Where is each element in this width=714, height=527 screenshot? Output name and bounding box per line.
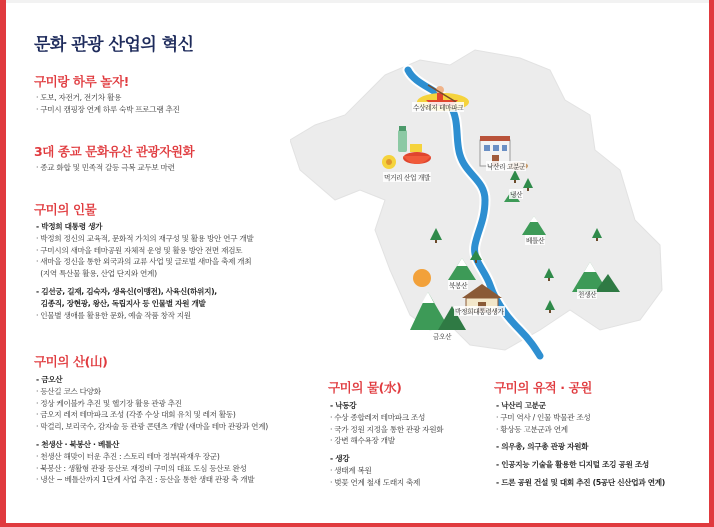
section-list-ruins (496, 400, 665, 489)
list-head: - 낙산리 고분군 (496, 401, 546, 410)
list-item: · 북봉산 : 생활형 관광 등산로 재정비 구미의 대표 도심 등산로 완성 (36, 463, 247, 473)
section-list-water (330, 400, 443, 489)
section-title-people: 구미의 인물 (34, 202, 97, 217)
list-item: · 벚꽃 연계 철새 도래지 축제 (330, 477, 421, 487)
list-head: - 드론 공원 건설 및 대회 추진 (5공단 신산업과 연계) (496, 477, 665, 487)
list-item: · 박정희 정신의 교육적, 문화적 가치의 재구성 및 활용 방안 연구 개발 (36, 233, 254, 243)
map-label-geumosan: 금오산 (433, 333, 452, 341)
list-head: - 김선궁, 길재, 김숙자, 생육신(이맹전), 사육신(하위지), (36, 286, 217, 296)
list-item: · 금오지 레저 테마파크 조성 (각종 수상 대회 유치 및 레저 활동) (36, 410, 236, 420)
section-list-mountain (36, 374, 268, 486)
list-item: · 구미 역사 / 인물 박물관 조성 (496, 412, 591, 422)
list-item: · 냉산 ~ 베틀산까지 1단계 사업 추진 : 등산을 통한 생태 관광 축 개발 (36, 475, 255, 485)
section-list-people (36, 221, 253, 321)
map-label-naengsan: 냉산 (510, 191, 523, 199)
list-item: · 구미시의 새마을 테마공원 자체적 운영 및 활용 방안 전면 재검토 (36, 245, 243, 255)
map-label-tomb: 낙산리 고분군 (487, 163, 526, 171)
section-title-play: 구미랑 하루 놀자! (34, 74, 129, 89)
list-head: - 인공지능 기술을 활용한 디지털 조깅 공원 조성 (496, 460, 649, 470)
list-item: · 인물별 생애를 활용한 문화, 예술 작품 창작 지원 (36, 310, 191, 320)
list-head: - 의우총, 의구총 관광 자원화 (496, 442, 589, 452)
section-title-mountain: 구미의 산(山) (34, 354, 108, 369)
section-title-ruins: 구미의 유적 · 공원 (494, 380, 592, 395)
list-item: · 종교 화합 및 민족적 갈등 극복 교두보 마련 (36, 163, 175, 172)
list-head: - 생강 (330, 454, 350, 464)
gumi-map (290, 30, 680, 360)
section-list-play (36, 92, 180, 116)
list-head: - 박정희 대통령 생가 (36, 222, 103, 231)
list-item: · 국가 정원 지정을 통한 관광 자원화 (330, 424, 444, 434)
map-label-food: 먹거리 산업 개발 (384, 174, 431, 182)
list-item: · 강변 해수욕장 개발 (330, 436, 395, 446)
map-label-betlesan: 베틀산 (526, 237, 545, 245)
list-item: · 등산길 코스 다양화 (36, 386, 101, 396)
list-head: - 금오산 (36, 375, 63, 384)
list-item: · 도보, 자전거, 전기차 활용 (36, 93, 122, 102)
page-title: 문화 관광 산업의 혁신 (34, 35, 194, 55)
section-list-heritage (36, 162, 175, 174)
left-accent-bar (0, 0, 6, 527)
section-title-heritage: 3대 종교 문화유산 관광자원화 (34, 144, 195, 159)
map-label-birthplace: 박정희대통령생가 (455, 308, 504, 316)
right-accent-bar (709, 0, 714, 527)
list-item: · 정상 케이블카 추진 및 헬기장 활용 관광 추진 (36, 398, 182, 408)
list-head: 김종직, 장현광, 왕산, 독립지사 등 인물별 자원 개발 (36, 298, 206, 308)
list-head: - 천생산 · 북봉산 · 베틀산 (36, 439, 120, 449)
list-item: · 황상동 고분군과 연계 (496, 424, 568, 434)
list-item: · 새마을 정신을 통한 외국과의 교류 사업 및 글로벌 새마을 축제 개최 (36, 257, 252, 267)
top-border (0, 0, 714, 3)
list-item: · 막걸리, 보리국수, 감자술 등 관광 콘텐츠 개발 (새마을 테마 관광과 연계) (36, 422, 268, 432)
map-label-cheonsaengsan: 천생산 (578, 291, 597, 299)
section-title-water: 구미의 물(水) (328, 380, 402, 395)
list-item: · 수상 종합레저 테마파크 조성 (330, 412, 425, 422)
list-item: (지역 특산물 활용, 산업 단지와 연계) (36, 269, 157, 279)
list-item: · 구미시 캠핑장 연계 하루 숙박 프로그램 추진 (36, 104, 180, 114)
map-label-leisure: 수상레저 테마파크 (413, 104, 464, 112)
list-head: - 낙동강 (330, 401, 357, 410)
list-item: · 천생산 해맞이 터운 추진 : 스토리 테마 정부(곽재우 장군) (36, 451, 220, 461)
list-item: · 생태계 복원 (330, 465, 372, 475)
bottom-accent-bar (0, 523, 714, 527)
map-label-bukbongsan: 북봉산 (449, 282, 468, 290)
